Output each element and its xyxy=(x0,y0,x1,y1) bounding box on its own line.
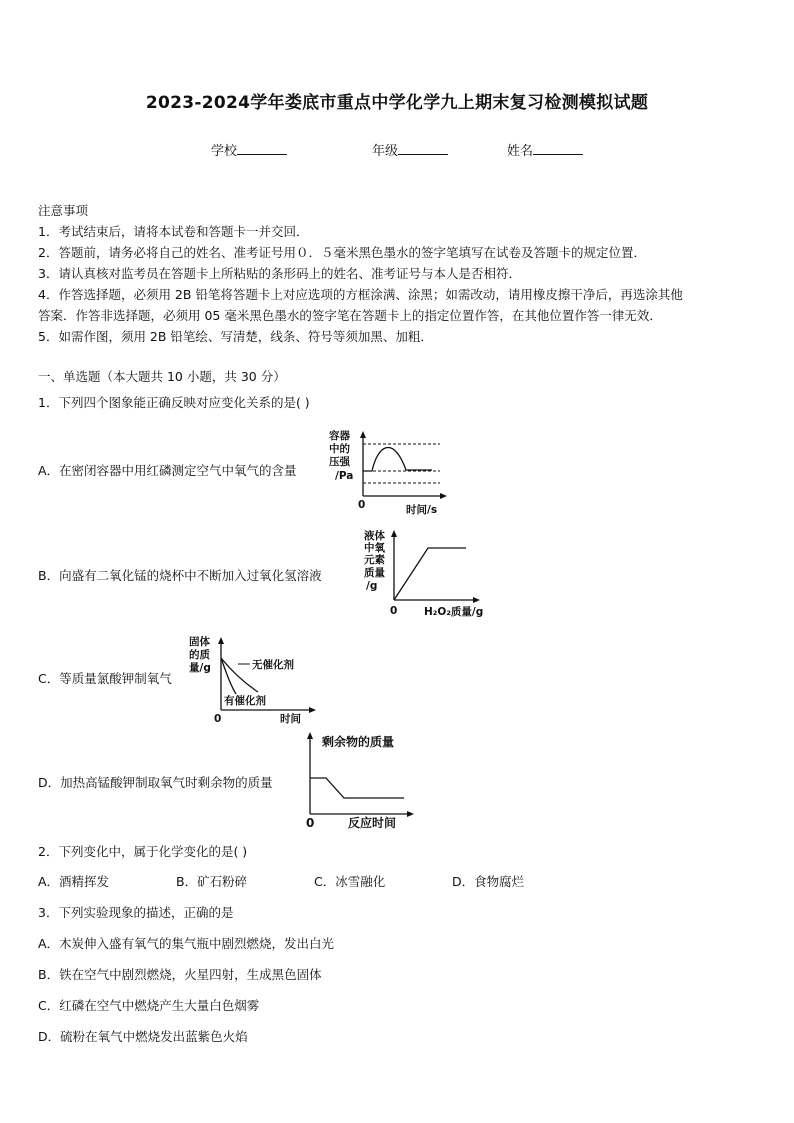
notice-item: 2．答题前，请务必将自己的姓名、准考证号用０．５毫米黑色墨水的签字笔填写在试卷及答题卡的规定位置． xyxy=(38,245,646,260)
grade-blank[interactable] xyxy=(398,142,448,155)
graph-c-xlabel: 时间 xyxy=(280,713,301,725)
arrow-icon xyxy=(440,493,447,499)
graph-d-xlabel: 反应时间 xyxy=(348,816,397,830)
notice-item: 1．考试结束后，请将本试卷和答题卡一并交回． xyxy=(38,224,309,239)
graph-c-series-label: 无催化剂 xyxy=(252,659,294,671)
school-field[interactable] xyxy=(211,140,287,159)
graph-c-curve xyxy=(221,658,236,694)
notice-item: 答案．作答非选择题，必须用 05 毫米黑色墨水的签字笔在答题卡上的指定位置作答，在其他位置作答一律无效． xyxy=(38,308,662,323)
notice-heading: 注意事项 xyxy=(38,203,89,218)
arrow-icon xyxy=(391,530,397,537)
grade-label: 年级 xyxy=(372,144,399,159)
graph-c-origin: 0 xyxy=(214,713,222,725)
graph-c-ylabel: 固体 xyxy=(189,636,210,648)
arrow-icon xyxy=(473,597,480,603)
school-blank[interactable] xyxy=(237,142,287,155)
option-b-text: B．向盛有二氧化锰的烧杯中不断加入过氧化氢溶液 xyxy=(38,568,322,583)
graph-a-ylabel: 压强 xyxy=(329,456,350,468)
question-stem: 3．下列实验现象的描述，正确的是 xyxy=(38,905,234,920)
option-text: B．矿石粉碎 xyxy=(176,874,248,889)
notice-item: 3．请认真核对监考员在答题卡上所粘贴的条形码上的姓名、准考证号与本人是否相符． xyxy=(38,266,521,281)
option-text: D．硫粉在氧气中燃烧发出蓝紫色火焰 xyxy=(38,1029,248,1044)
graph-a xyxy=(328,426,456,518)
graph-a-ylabel: 中的 xyxy=(329,443,350,455)
graph-b-ylabel: 质量 xyxy=(364,567,385,579)
option-c-text: C．等质量氯酸钾制氧气 xyxy=(38,671,172,686)
graph-d xyxy=(296,728,422,832)
graph-c-ylabel: 量/g xyxy=(189,662,211,674)
graph-b-ylabel: /g xyxy=(366,580,378,592)
graph-a-ylabel: 容器 xyxy=(329,430,350,442)
graph-b xyxy=(358,526,488,620)
graph-a-ylabel: /Pa xyxy=(335,470,354,482)
graph-a-origin: 0 xyxy=(358,499,366,511)
name-label: 姓名 xyxy=(507,144,534,159)
arrow-icon xyxy=(407,811,414,817)
notice-item: 4．作答选择题，必须用 2B 铅笔将答题卡上对应选项的方框涂满、涂黑；如需改动，请用橡皮擦干净后，再选涂其他 xyxy=(38,287,683,302)
name-blank[interactable] xyxy=(533,142,583,155)
option-text: C．冰雪融化 xyxy=(314,874,386,889)
question-stem: 1．下列四个图象能正确反映对应变化关系的是( ) xyxy=(38,395,310,410)
option-text: A．木炭伸入盛有氧气的集气瓶中剧烈燃烧，发出白光 xyxy=(38,936,335,951)
school-label: 学校 xyxy=(211,144,238,159)
arrow-icon xyxy=(307,732,313,739)
question-stem: 2．下列变化中，属于化学变化的是( ) xyxy=(38,844,248,859)
option-a-text: A．在密闭容器中用红磷测定空气中氧气的含量 xyxy=(38,463,297,478)
section-heading: 一、单选题（本大题共 10 小题，共 30 分） xyxy=(38,369,286,384)
option-text: D．食物腐烂 xyxy=(452,874,525,889)
page-title: 2023-2024学年娄底市重点中学化学九上期末复习检测模拟试题 xyxy=(145,93,649,113)
graph-d-curve xyxy=(310,778,404,798)
arrow-icon xyxy=(309,707,316,713)
option-text: A．酒精挥发 xyxy=(38,874,110,889)
graph-c-series-label: 有催化剂 xyxy=(224,695,266,707)
graph-b-curve xyxy=(394,548,466,600)
notice-item: 5．如需作图，须用 2B 铅笔绘、写清楚，线条、符号等须加黑、加粗． xyxy=(38,329,433,344)
option-d-text: D．加热高锰酸钾制取氧气时剩余物的质量 xyxy=(38,775,273,790)
graph-c xyxy=(186,634,322,726)
graph-b-ylabel: 中氧 xyxy=(364,542,385,554)
graph-d-origin: 0 xyxy=(306,816,315,830)
graph-d-ylabel: 剩余物的质量 xyxy=(322,735,395,749)
graph-b-ylabel: 液体 xyxy=(364,530,385,542)
graph-b-origin: 0 xyxy=(390,605,398,617)
arrow-icon xyxy=(218,637,224,644)
option-text: C．红磷在空气中燃烧产生大量白色烟雾 xyxy=(38,998,260,1013)
graph-c-ylabel: 的质 xyxy=(189,649,210,661)
grade-field[interactable] xyxy=(372,140,448,159)
graph-b-xlabel: H₂O₂质量/g xyxy=(424,606,484,618)
graph-b-ylabel: 元素 xyxy=(364,554,385,566)
name-field[interactable] xyxy=(507,140,583,159)
arrow-icon xyxy=(360,431,366,438)
option-text: B．铁在空气中剧烈燃烧，火星四射，生成黑色固体 xyxy=(38,967,322,982)
graph-a-xlabel: 时间/s xyxy=(406,504,438,516)
graph-a-curve xyxy=(363,448,432,471)
